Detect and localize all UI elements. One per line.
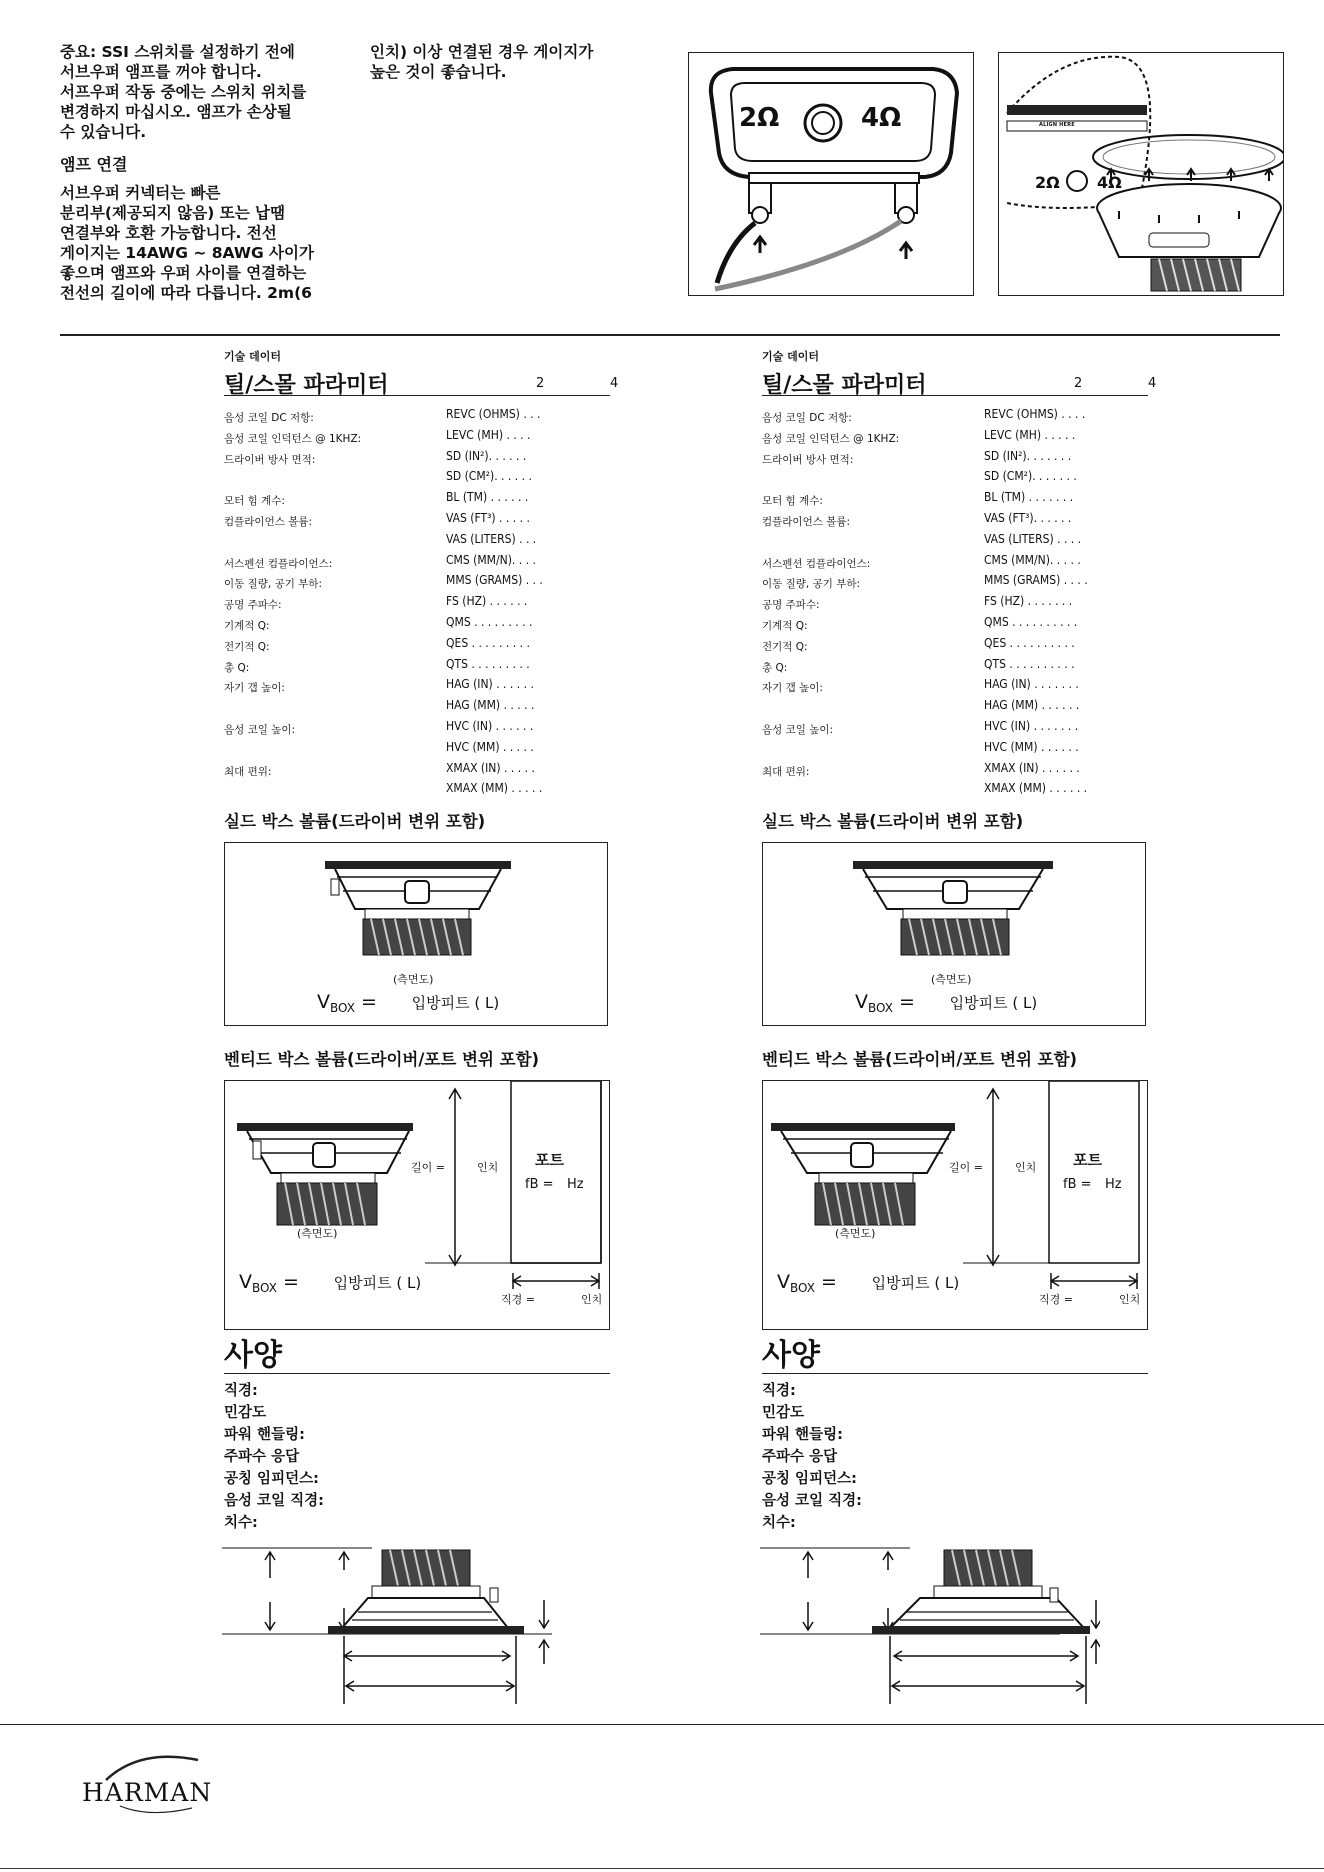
ts-parameters-title [224, 368, 619, 398]
spec-item: 주파수 응답 [224, 1449, 300, 1465]
param-row: 음성 코일 DC 저항: REVC (OHMS) . . . . [762, 407, 1086, 424]
param-row: 자기 갭 높이: HAG (IN) . . . . . . . [762, 677, 1079, 695]
harman-logo [80, 1748, 230, 1820]
param-row: HAG (MM) . . . . . [446, 698, 535, 713]
ts-parameter-list [224, 406, 644, 801]
param-row: 음성 코일 인덕턴스 @ 1KHZ: LEVC (MH) . . . . [224, 427, 531, 445]
spec-item: 치수: [762, 1515, 796, 1531]
param-row: 이동 질량, 공기 부하: MMS (GRAMS) . . . . [762, 573, 1088, 591]
param-row: 기계적 Q: QMS . . . . . . . . . [224, 614, 533, 632]
sealed-box-diagram [224, 842, 608, 1026]
param-row: HVC (MM) . . . . . . [984, 739, 1079, 754]
param-row: 서스펜션 컴플라이언스: CMS (MM/N). . . . . [762, 552, 1081, 570]
intro-line: 수 있습니다. [60, 123, 147, 141]
param-row: SD (CM²). . . . . . . [984, 469, 1077, 484]
specifications-title: 사양 [762, 1330, 1148, 1374]
fb-label: fB = [1063, 1177, 1092, 1192]
intro-line: 좋으며 앰프와 우퍼 사이를 연결하는 [60, 264, 307, 282]
ts-col-4-ohm: 4 [610, 376, 619, 391]
vented-box-title: 벤티드 박스 볼륨(드라이버/포트 변위 포함) [762, 1050, 1078, 1069]
impedance-switch-figure [688, 52, 974, 296]
intro-line: 서브우퍼 앰프를 꺼야 합니다. [60, 63, 262, 81]
side-view-label: (측면도) [931, 973, 972, 986]
diameter-label: 직경 = [1039, 1293, 1073, 1306]
spec-item: 공칭 임피던스: [762, 1471, 857, 1487]
align-label-2ohm: 2Ω [1035, 173, 1060, 192]
vented-box-diagram [762, 1080, 1148, 1330]
side-view-label: (측면도) [835, 1227, 876, 1240]
param-row: 컴플라이언스 볼륨: VAS (FT³) . . . . . [224, 510, 530, 528]
side-view-label: (측면도) [297, 1227, 338, 1240]
side-view-label: (측면도) [393, 973, 434, 986]
sealed-box-title: 실드 박스 볼륨(드라이버 변위 포함) [762, 812, 1024, 831]
spec-item: 민감도 [224, 1405, 267, 1421]
tech-data-label: 기술 데이터 [762, 350, 819, 363]
param-row: 드라이버 방사 면적: SD (IN²). . . . . . . [762, 448, 1072, 466]
param-row: 최대 편위: XMAX (IN) . . . . . . [762, 760, 1080, 778]
specifications-list [224, 1380, 324, 1534]
param-row: 총 Q: QTS . . . . . . . . . . [762, 656, 1075, 674]
intro-line: 전선의 길이에 따라 다릅니다. 2m(6 [60, 284, 312, 302]
sealed-box-title: 실드 박스 볼륨(드라이버 변위 포함) [224, 812, 486, 831]
param-row: 공명 주파수: FS (HZ) . . . . . . [224, 594, 528, 612]
param-row: 기계적 Q: QMS . . . . . . . . . . [762, 614, 1078, 632]
spec-item: 공칭 임피던스: [224, 1471, 319, 1487]
port-label: 포트 [535, 1151, 564, 1169]
footer-divider [0, 1724, 1324, 1725]
diameter-label: 직경 = [501, 1293, 535, 1306]
hz-label: Hz [567, 1177, 584, 1192]
spec-item: 파워 핸들링: [224, 1427, 305, 1443]
spec-item: 민감도 [762, 1405, 805, 1421]
param-row: 자기 갭 높이: HAG (IN) . . . . . . [224, 677, 534, 695]
param-row: 서스펜션 컴플라이언스: CMS (MM/N). . . . [224, 552, 536, 570]
param-row: 전기적 Q: QES . . . . . . . . . [224, 635, 530, 653]
ts-parameters-title [762, 368, 1157, 398]
align-here-label: ALIGN HERE [1039, 122, 1075, 128]
length-inch-label: 인치 [477, 1161, 499, 1174]
spec-item: 치수: [224, 1515, 258, 1531]
param-row: 음성 코일 높이: HVC (IN) . . . . . . [224, 718, 534, 736]
intro-line: 서브우퍼 커넥터는 빠른 [60, 184, 221, 202]
param-row: 음성 코일 높이: HVC (IN) . . . . . . . [762, 718, 1079, 736]
align-figure [998, 52, 1284, 296]
harman-wordmark: HARMAN [82, 1778, 213, 1807]
param-row: 음성 코일 인덕턴스 @ 1KHZ: LEVC (MH) . . . . . [762, 427, 1076, 445]
spec-column-left [224, 348, 644, 801]
ts-title-text: 틸/스몰 파라미터 [224, 373, 389, 398]
intro-line: 변경하지 마십시오. 앰프가 손상될 [60, 103, 292, 121]
ts-parameter-list [762, 406, 1182, 801]
intro-line: 분리부(제공되지 않음) 또는 납땜 [60, 204, 286, 222]
specifications-title: 사양 [224, 1330, 610, 1374]
param-row: VAS (LITERS) . . . [446, 531, 537, 546]
param-row: 전기적 Q: QES . . . . . . . . . . [762, 635, 1075, 653]
intro-line: 연결부와 호환 가능합니다. 전선 [60, 224, 277, 242]
param-row: 음성 코일 DC 저항: REVC (OHMS) . . . [224, 407, 541, 424]
switch-label-4ohm: 4Ω [861, 103, 902, 133]
intro-line: 높은 것이 좋습니다. [370, 63, 507, 81]
param-row: XMAX (MM) . . . . . [446, 781, 543, 796]
param-row: 공명 주파수: FS (HZ) . . . . . . . [762, 594, 1073, 612]
spec-item: 직경: [762, 1383, 796, 1399]
param-row: 모터 힘 계수: BL (TM) . . . . . . . [762, 490, 1074, 508]
intro-line: 서프우퍼 작동 중에는 스위치 위치를 [60, 83, 307, 101]
param-row: 모터 힘 계수: BL (TM) . . . . . . [224, 490, 529, 508]
param-row: 이동 질량, 공기 부하: MMS (GRAMS) . . . [224, 573, 543, 591]
vbox-formula: $V_{BOX}$ = 입방피트 ( L) [317, 991, 500, 1015]
param-row: 최대 편위: XMAX (IN) . . . . . [224, 760, 535, 778]
param-row: XMAX (MM) . . . . . . [984, 781, 1088, 796]
ts-col-4-ohm: 4 [1148, 376, 1157, 391]
vbox-formula: $V_{BOX}$ = 입방피트 ( L) [777, 1271, 960, 1295]
sealed-box-diagram [762, 842, 1146, 1026]
switch-label-2ohm: 2Ω [739, 103, 780, 133]
param-row: HVC (MM) . . . . . [446, 739, 534, 754]
param-row: SD (CM²). . . . . . [446, 469, 532, 484]
param-row: 총 Q: QTS . . . . . . . . . [224, 656, 530, 674]
param-row: 드라이버 방사 면적: SD (IN²). . . . . . [224, 448, 527, 466]
port-label: 포트 [1073, 1151, 1102, 1169]
intro-line: 중요: SSI 스위치를 설정하기 전에 [60, 43, 295, 61]
intro-line: 인치) 이상 연결된 경우 게이지가 [370, 43, 594, 61]
vented-box-diagram [224, 1080, 610, 1330]
vbox-formula: $V_{BOX}$ = 입방피트 ( L) [855, 991, 1038, 1015]
top-divider [60, 334, 1280, 336]
bottom-rule [0, 1868, 1324, 1869]
param-row: 컴플라이언스 볼륨: VAS (FT³). . . . . . [762, 510, 1072, 528]
spec-item: 파워 핸들링: [762, 1427, 843, 1443]
align-label-4ohm: 4Ω [1097, 173, 1122, 192]
diameter-inch-label: 인치 [1119, 1293, 1141, 1306]
tech-data-label: 기술 데이터 [224, 350, 281, 363]
param-row: HAG (MM) . . . . . . [984, 698, 1080, 713]
vbox-formula: $V_{BOX}$ = 입방피트 ( L) [239, 1271, 422, 1295]
spec-item: 음성 코일 직경: [762, 1493, 862, 1509]
spec-item: 주파수 응답 [762, 1449, 838, 1465]
fb-label: fB = [525, 1177, 554, 1192]
diameter-inch-label: 인치 [581, 1293, 603, 1306]
vented-box-title: 벤티드 박스 볼륨(드라이버/포트 변위 포함) [224, 1050, 540, 1069]
ts-title-text: 틸/스몰 파라미터 [762, 373, 927, 398]
spec-item: 직경: [224, 1383, 258, 1399]
hz-label: Hz [1105, 1177, 1122, 1192]
length-label: 길이 = [949, 1161, 983, 1174]
intro-column-2 [370, 42, 650, 82]
intro-column-1 [60, 42, 360, 303]
specifications-list [762, 1380, 862, 1534]
amp-connection-heading: 앰프 연결 [60, 155, 128, 174]
ts-col-2-ohm: 2 [1074, 376, 1083, 391]
ts-col-2-ohm: 2 [536, 376, 545, 391]
param-row: VAS (LITERS) . . . . [984, 531, 1082, 546]
dimension-drawing-right [760, 1540, 1100, 1710]
spec-column-right [762, 348, 1182, 801]
dimension-drawing-left [222, 1540, 562, 1710]
length-label: 길이 = [411, 1161, 445, 1174]
length-inch-label: 인치 [1015, 1161, 1037, 1174]
spec-item: 음성 코일 직경: [224, 1493, 324, 1509]
intro-line: 게이지는 14AWG ~ 8AWG 사이가 [60, 244, 314, 262]
